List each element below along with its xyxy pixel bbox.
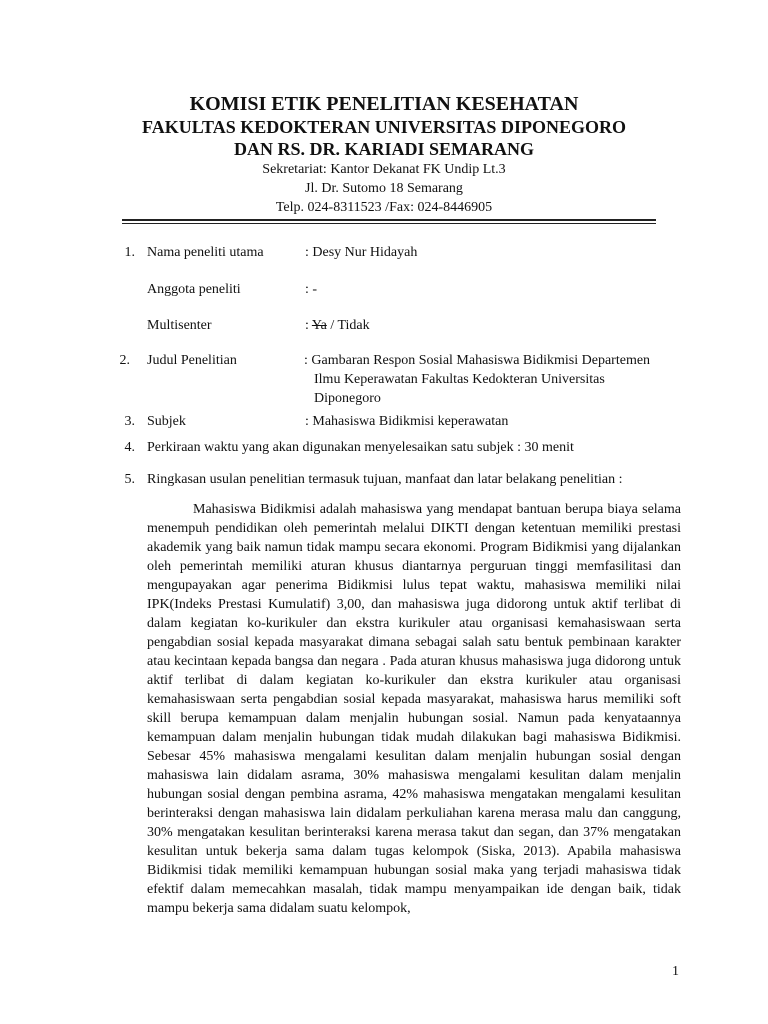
multicenter-selected-option: / Tidak xyxy=(326,318,370,333)
item-number: 3. xyxy=(124,414,135,429)
address-line: Jl. Dr. Sutomo 18 Semarang xyxy=(305,181,463,196)
item-number: 1. xyxy=(124,245,135,260)
faculty-name: FAKULTAS KEDOKTERAN UNIVERSITAS DIPONEGORO xyxy=(142,117,626,137)
field-value: : Desy Nur Hidayah xyxy=(305,245,418,260)
summary-paragraph: Mahasiswa Bidikmisi adalah mahasiswa yang mendapat bantuan berupa biaya selama menempuh pendidikan oleh pemerintah melalui DIKTI dengan ketentuan memiliki prestasi akademik yang baik namun tidak mampu secara ekonomi. Program Bidikmisi yang dijalankan oleh pemerintah memiliki aturan khusus diantarnya perguruan tinggi memfasilitasi dan mengupayakan agar penerima Bidikmisi lulus tepat waktu, mahasiswa memiliki nilai IPK(Indeks Prestasi Kumulatif) 3,00, dan mahasiswa juga didorong untuk aktif terlibat di dalam kegiatan ko-kurikuler dan ekstra kurikuler atau organisasi kemahasiswaan serta pengabdian sosial kepada masyarakat dimana sebagai salah satu bentuk pembinaan karakter atau kecintaan kepada bangsa dan negara . Pada aturan khusus mahasiswa juga didorong untuk aktif terlibat di dalam kegiatan ko-kurikuler dan ekstra kurikuler atau organisasi kemahasiswaan serta pengabdian sosial kepada masyarakat, mahasiswa harus memiliki soft skill berupa kemampuan dalam menjalin hubungan sosial. Namun pada kenyataannya kemampuan dalam menjalin hubungan tidak mudah dilakukan bagi mahasiswa Bidikmisi. Sebesar 45% mahasiswa mengalami kesulitan dalam menjalin hubungan sosial dengan mahasiswa lain didalam asrama, 30% mahasiswa mengalami kesulitan dalam menjalin hubungan sosial dengan pembina asrama, 42% mahasiswa mengatakan mengalami kesulitan berinteraksi dengan mahasiswa lain didalam perkuliahan karena merasa malu dan canggung, 30% mengatakan kesulitan berinteraksi karena merasa takut dan segan, dan 37% mengatakan kesulitan untuk bekerja sama dalam tugas kelompok (Siska, 2013). Apabila mahasiswa Bidikmisi tidak memiliki kemampuan hubungan sosial maka yang terjadi mahasiswa tidak efektif dalam memecahkan masalah, tidak mampu menyampaikan ide dengan baik, tidak mampu bekerja sama didalam suatu kelompok, xyxy=(147,502,681,916)
field-label: Nama peneliti utama xyxy=(147,245,264,260)
page-number: 1 xyxy=(672,964,679,979)
header-divider-thick xyxy=(122,219,656,221)
phone-line: Telp. 024-8311523 /Fax: 024-8446905 xyxy=(275,200,493,215)
title-line-3: Diponegoro xyxy=(314,391,381,406)
item-number: 2. xyxy=(119,353,130,368)
field-label: Judul Penelitian xyxy=(147,353,237,368)
field-value: : Mahasiswa Bidikmisi keperawatan xyxy=(305,414,509,429)
committee-title: KOMISI ETIK PENELITIAN KESEHATAN xyxy=(189,93,579,115)
field-value xyxy=(304,351,694,408)
item-number: 5. xyxy=(124,472,135,487)
field-text: Perkiraan waktu yang akan digunakan menyelesaikan satu subjek : 30 menit xyxy=(147,440,574,455)
multicenter-struck-option: Ya xyxy=(311,318,327,333)
letterhead xyxy=(0,92,768,217)
field-label: Multisenter xyxy=(147,318,212,333)
field-value xyxy=(305,316,370,335)
item-number: 4. xyxy=(124,440,135,455)
field-label: Anggota peneliti xyxy=(147,282,241,297)
field-text: Ringkasan usulan penelitian termasuk tujuan, manfaat dan latar belakang penelitian : xyxy=(147,472,623,487)
field-value: : - xyxy=(305,282,318,297)
title-line-2: Ilmu Keperawatan Fakultas Kedokteran Universitas xyxy=(314,372,605,387)
field-label: Subjek xyxy=(147,414,186,429)
header-divider-thin xyxy=(122,223,656,224)
secretariat-line: Sekretariat: Kantor Dekanat FK Undip Lt.3 xyxy=(262,162,506,177)
hospital-name: DAN RS. DR. KARIADI SEMARANG xyxy=(233,139,534,159)
multicenter-prefix: : xyxy=(305,318,312,333)
title-line-1: : Gambaran Respon Sosial Mahasiswa Bidikmisi Departemen xyxy=(304,353,651,368)
